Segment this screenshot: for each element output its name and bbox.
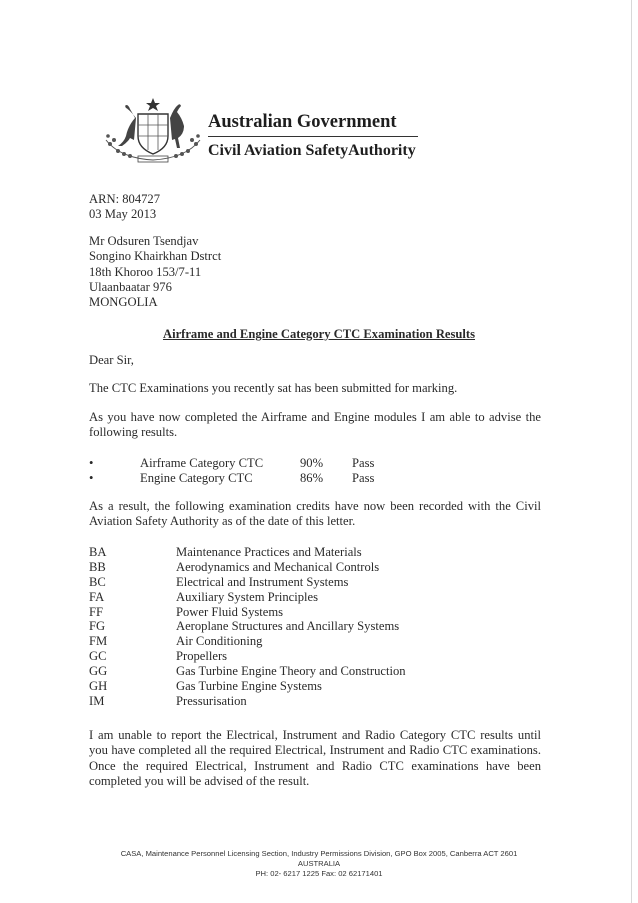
coat-of-arms-icon [100, 96, 206, 166]
page-footer [0, 849, 638, 879]
result-percent: 86% [300, 471, 324, 485]
bullet: • [89, 456, 94, 470]
footer-phone: PH: 02- 6217 1225 Fax: 02 62171401 [255, 869, 383, 878]
address-line: Mr Odsuren Tsendjav [89, 234, 199, 248]
salutation: Dear Sir, [89, 353, 134, 367]
paragraph-advise: As you have now completed the Airframe and Engine modules I am able to advise the following results. [89, 410, 541, 440]
credit-description: Propellers [176, 649, 228, 664]
address-line: MONGOLIA [89, 295, 158, 310]
letterhead-divider [208, 136, 418, 137]
paragraph-submitted: The CTC Examinations you recently sat has been submitted for marking. [89, 381, 458, 395]
address-line: Songino Khairkhan Dstrct [89, 249, 222, 264]
credit-description: Electrical and Instrument Systems [176, 574, 349, 589]
address-line: Ulaanbaatar 976 [89, 279, 172, 294]
credit-description: Aeroplane Structures and Ancillary Systems [176, 619, 400, 634]
credit-code: FM [89, 634, 108, 649]
credit-description: Auxiliary System Principles [176, 589, 319, 604]
footer-country: AUSTRALIA [297, 859, 341, 868]
paragraph-credits-intro: As a result, the following examination credits have now been recorded with the Civil Aviation Safety Authority as of the date of this letter. [89, 499, 541, 529]
credit-code: BB [89, 559, 106, 574]
credit-code: FF [89, 604, 104, 619]
government-title: Australian Government [208, 112, 397, 132]
credit-description: Pressurisation [176, 693, 247, 708]
credit-description: Aerodynamics and Mechanical Controls [176, 559, 380, 574]
credit-code: FG [89, 619, 106, 634]
credit-code: IM [89, 693, 105, 708]
result-name: Engine Category CTC [140, 471, 253, 485]
result-percent: 90% [300, 456, 324, 470]
paragraph-pending-results: I am unable to report the Electrical, Instrument and Radio Category CTC results until you have completed all the required Electrical, Instrument and Radio CTC examinations. Once the required Electrical, Instrument and Radio CTC examinations have been completed you will be advised of the result. [89, 728, 541, 788]
credit-code: FA [89, 589, 105, 604]
credit-description: Maintenance Practices and Materials [176, 545, 362, 559]
address-line: 18th Khoroo 153/7-11 [89, 264, 202, 279]
page-edge-line [631, 0, 632, 903]
recipient-address [89, 234, 221, 310]
credit-code: GH [89, 679, 108, 694]
agency-name: Civil Aviation SafetyAuthority [208, 142, 416, 159]
credit-description: Gas Turbine Engine Theory and Construction [176, 664, 406, 679]
footer-address: CASA, Maintenance Personnel Licensing Section, Industry Permissions Division, GPO Box 2005, Canberra ACT 2601 [120, 849, 518, 858]
credit-code: BC [89, 574, 106, 589]
result-status: Pass [352, 471, 375, 485]
credit-description: Power Fluid Systems [176, 604, 284, 619]
result-name: Airframe Category CTC [140, 456, 264, 470]
arn-number: ARN: 804727 [89, 192, 161, 206]
result-status: Pass [352, 456, 375, 470]
credit-description: Gas Turbine Engine Systems [176, 679, 322, 694]
bullet: • [89, 471, 94, 485]
subject-heading: Airframe and Engine Category CTC Examination Results [162, 327, 476, 341]
credit-description: Air Conditioning [176, 634, 263, 649]
letterhead [100, 96, 430, 166]
credit-code: GG [89, 664, 108, 679]
credit-code: BA [89, 545, 107, 559]
letter-date: 03 May 2013 [89, 207, 157, 221]
credit-code: GC [89, 649, 107, 664]
